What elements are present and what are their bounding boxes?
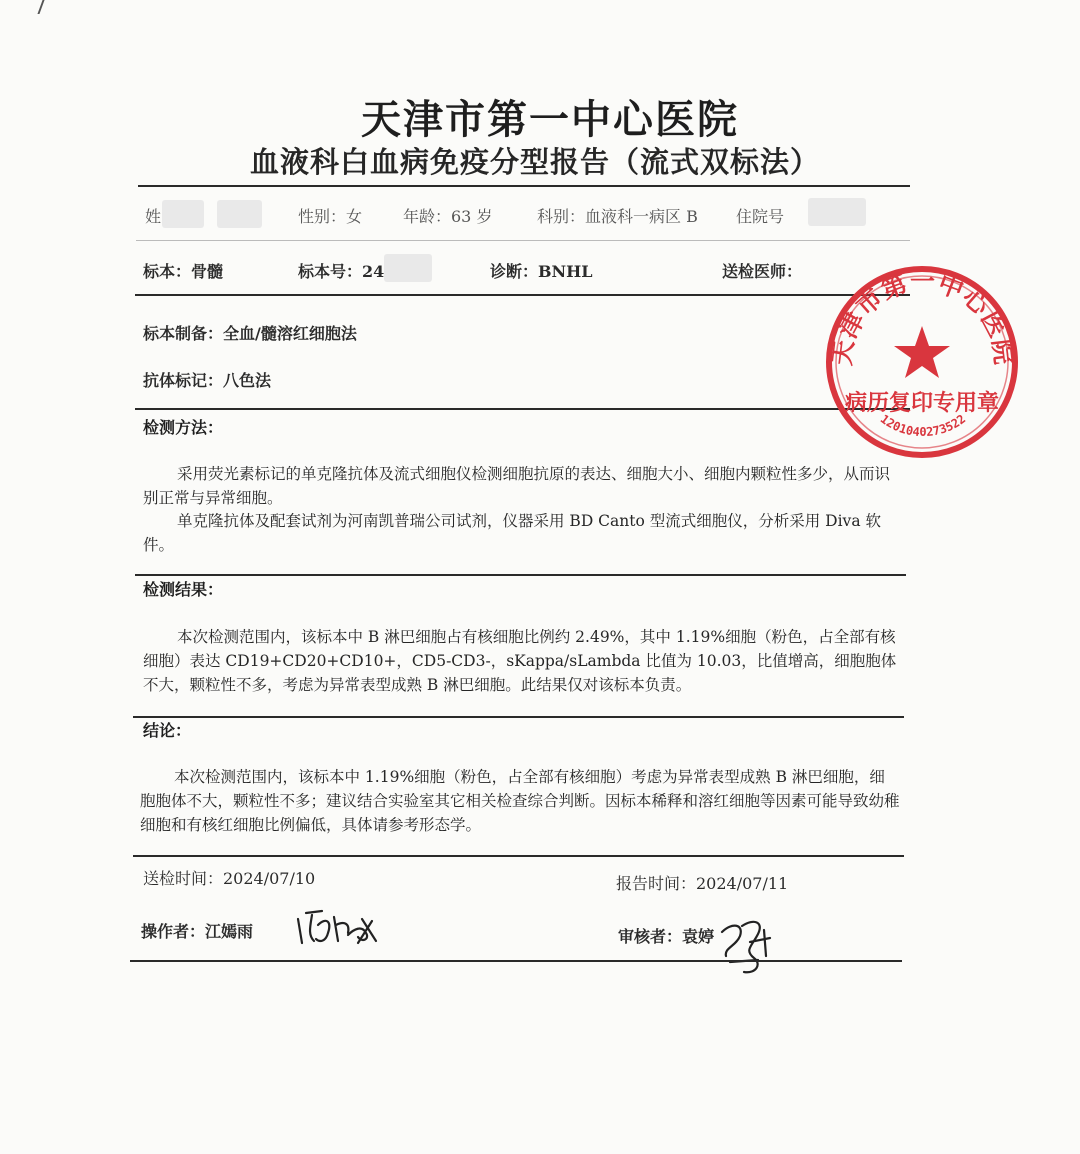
conclusion-paragraph: 本次检测范围内，该标本中 1.19%细胞（粉色，占全部有核细胞）考虑为异常表型成熟 B 淋巴细胞，细胞胞体不大，颗粒性不多；建议结合实验室其它相关检查综合判断。因标本稀释和溶红细胞等因素可能导致幼稚细胞和有核红细胞比例偏低，具体请参考形态学。 <box>140 768 900 834</box>
seal-code: 1201040273522 <box>877 411 969 440</box>
specimen-type: 标本：骨髓 <box>143 262 224 281</box>
specimen-no-redaction <box>384 254 432 282</box>
divider-results <box>135 574 906 576</box>
divider-conclusion <box>133 716 904 718</box>
antibody-marking: 抗体标记：八色法 <box>143 371 272 390</box>
submission-time: 送检时间：2024/07/10 <box>143 869 316 888</box>
admission-redaction <box>808 198 866 226</box>
name-redaction-2 <box>217 200 262 228</box>
seal-purpose: 病历复印专用章 <box>844 391 1000 416</box>
divider-footer <box>133 855 904 857</box>
results-paragraph: 本次检测范围内，该标本中 B 淋巴细胞占有核细胞比例约 2.49%，其中 1.19%细胞（粉色，占全部有核细胞）表达 CD19+CD20+CD10+，CD5-CD3-，sKappa/sLambda 比值为 10.03，比值增高，细胞胞体不大，颗粒性不多，考虑为异常表型成熟 B 淋巴细胞。此结果仅对该标本负责。 <box>143 628 897 694</box>
admission-label: 住院号 <box>736 207 785 226</box>
divider-top <box>138 185 910 187</box>
operator: 操作者：江嫣雨 <box>141 922 254 941</box>
divider-method <box>135 408 910 410</box>
diagnosis: 诊断：BNHL <box>490 262 593 281</box>
patient-age: 年龄：63 岁 <box>403 207 493 226</box>
patient-name-label: 姓 <box>145 207 162 226</box>
method-heading: 检测方法： <box>143 418 224 437</box>
sample-preparation: 标本制备：全血/髓溶红细胞法 <box>143 324 357 343</box>
specimen-number: 标本号：24 <box>298 262 385 281</box>
hospital-seal <box>822 262 1022 462</box>
divider-patient <box>136 240 910 241</box>
results-heading: 检测结果： <box>143 580 224 599</box>
method-paragraph-1: 采用荧光素标记的单克隆抗体及流式细胞仪检测细胞抗原的表达、细胞大小、细胞内颗粒性多少，从而识别正常与异常细胞。 <box>143 465 891 507</box>
referring-doctor: 送检医师： <box>722 262 803 281</box>
corner-mark <box>37 0 54 14</box>
patient-department: 科别：血液科一病区 B <box>537 207 698 226</box>
hospital-title: 天津市第一中心医院 <box>361 97 739 143</box>
name-redaction <box>162 200 204 228</box>
seal-hospital-name: 天津市第一中心医院 <box>827 267 1019 367</box>
method-paragraph-2: 单克隆抗体及配套试剂为河南凯普瑞公司试剂，仪器采用 BD Canto 型流式细胞仪，分析采用 Diva 软件。 <box>143 512 881 554</box>
operator-signature <box>292 905 382 950</box>
conclusion-heading: 结论： <box>143 721 192 740</box>
patient-gender: 性别：女 <box>298 207 363 226</box>
reviewer: 审核者：袁婷 <box>618 927 715 946</box>
reviewer-signature <box>714 912 778 978</box>
report-time: 报告时间：2024/07/11 <box>616 874 789 893</box>
report-title: 血液科白血病免疫分型报告（流式双标法） <box>250 145 821 179</box>
divider-sample <box>135 294 910 296</box>
divider-bottom <box>130 960 902 962</box>
